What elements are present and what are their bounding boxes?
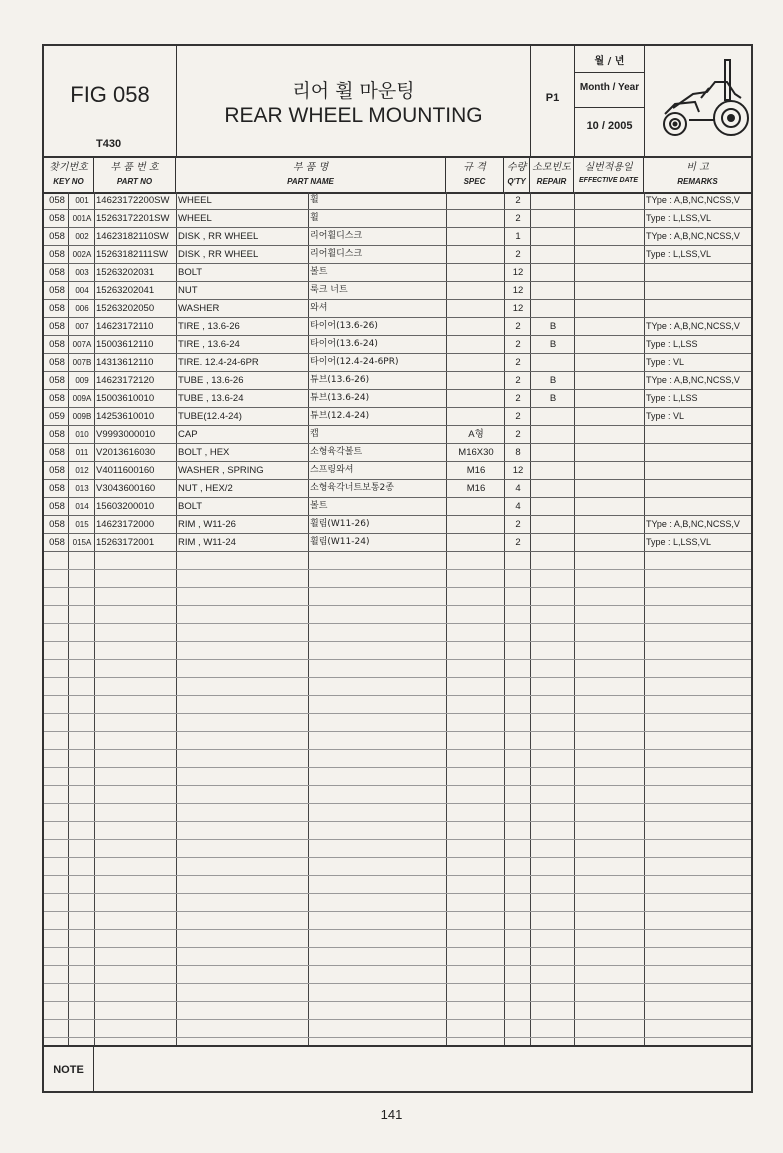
spec bbox=[448, 498, 504, 515]
key-fig: 058 bbox=[49, 429, 65, 440]
empty-row bbox=[44, 786, 751, 804]
table-row bbox=[44, 444, 751, 462]
spec bbox=[448, 228, 504, 245]
remarks: Type : VL bbox=[646, 411, 685, 421]
empty-row bbox=[44, 804, 751, 822]
key-fig: 058 bbox=[49, 375, 65, 386]
remarks: TYpe : A,B,NC,NCSS,V bbox=[646, 519, 740, 529]
remarks bbox=[646, 300, 750, 317]
table-row bbox=[44, 282, 751, 300]
spec: A형 bbox=[468, 429, 484, 440]
part-number: 14623172120 bbox=[96, 375, 155, 386]
part-name-en: NUT , HEX/2 bbox=[178, 483, 233, 494]
key-no: 009A bbox=[72, 394, 92, 403]
part-name-en: TIRE , 13.6-26 bbox=[178, 321, 240, 332]
tractor-icon bbox=[645, 46, 749, 154]
part-name-ko: 볼트 bbox=[310, 501, 328, 511]
part-name-ko: 와셔 bbox=[310, 303, 328, 313]
empty-row bbox=[44, 714, 751, 732]
part-name-en: TUBE , 13.6-24 bbox=[178, 393, 244, 404]
col-effective-en: EFFECTIVE DATE bbox=[579, 177, 638, 184]
remarks: TYpe : A,B,NC,NCSS,V bbox=[646, 375, 740, 385]
note-section bbox=[44, 1045, 751, 1093]
remarks bbox=[646, 498, 750, 515]
spec: M16 bbox=[466, 465, 486, 476]
part-number: 14253610010 bbox=[96, 411, 155, 422]
part-name-ko: 휠림(W11-26) bbox=[310, 519, 370, 529]
empty-row bbox=[44, 858, 751, 876]
quantity: 2 bbox=[515, 249, 521, 260]
figure-cell bbox=[44, 46, 177, 156]
remarks bbox=[646, 480, 750, 497]
part-number: V4011600160 bbox=[96, 465, 155, 476]
col-partname-ko: 부 품 명 bbox=[292, 162, 329, 173]
spec bbox=[448, 354, 504, 371]
quantity: 12 bbox=[512, 285, 524, 296]
key-no: 010 bbox=[75, 430, 89, 439]
effective-date bbox=[576, 426, 644, 443]
effective-date bbox=[576, 498, 644, 515]
col-partno-ko: 부 품 번 호 bbox=[110, 162, 159, 173]
col-spec-en: SPEC bbox=[463, 177, 486, 186]
part-name-ko: 캡 bbox=[310, 429, 319, 439]
quantity: 8 bbox=[515, 447, 521, 458]
part-name-ko: 리어휠디스크 bbox=[310, 231, 363, 241]
key-fig: 058 bbox=[49, 321, 65, 332]
part-number: V3043600160 bbox=[96, 483, 156, 494]
repair-code bbox=[532, 228, 574, 245]
empty-row bbox=[44, 606, 751, 624]
spec bbox=[448, 300, 504, 317]
empty-row bbox=[44, 912, 751, 930]
part-name-en: BOLT bbox=[178, 501, 203, 512]
part-name-en: NUT bbox=[178, 285, 198, 296]
key-no: 012 bbox=[75, 466, 89, 475]
quantity: 2 bbox=[515, 375, 521, 386]
quantity: 2 bbox=[515, 213, 521, 224]
empty-row bbox=[44, 984, 751, 1002]
repair-code: B bbox=[549, 393, 557, 404]
empty-row bbox=[44, 660, 751, 678]
col-effective-ko: 실번적용일 bbox=[584, 162, 633, 173]
key-fig: 058 bbox=[49, 213, 65, 224]
remarks bbox=[646, 462, 750, 479]
part-number: 14623172200SW bbox=[96, 195, 170, 206]
part-name-ko: 튜브(12.4-24) bbox=[310, 411, 370, 421]
remarks bbox=[646, 444, 750, 461]
repair-code bbox=[532, 480, 574, 497]
col-remarks-en: REMARKS bbox=[677, 177, 718, 186]
key-fig: 058 bbox=[49, 537, 65, 548]
empty-row bbox=[44, 750, 751, 768]
part-number: 15263182111SW bbox=[96, 249, 169, 260]
part-number: 14623182110SW bbox=[96, 231, 169, 242]
part-name-en: WHEEL bbox=[178, 213, 212, 224]
spec bbox=[448, 516, 504, 533]
table-row bbox=[44, 534, 751, 552]
empty-row bbox=[44, 570, 751, 588]
col-remarks-ko: 비 고 bbox=[686, 162, 709, 173]
empty-row bbox=[44, 588, 751, 606]
part-number: V9993000010 bbox=[96, 429, 156, 440]
key-no: 009 bbox=[75, 376, 89, 385]
key-no: 011 bbox=[75, 448, 89, 457]
remarks: TYpe : A,B,NC,NCSS,V bbox=[646, 321, 740, 331]
key-fig: 058 bbox=[49, 501, 65, 512]
part-number: V2013616030 bbox=[96, 447, 156, 458]
month-year-label: Month / Year bbox=[579, 82, 640, 93]
empty-row bbox=[44, 876, 751, 894]
col-qty bbox=[504, 156, 530, 192]
quantity: 2 bbox=[515, 429, 521, 440]
part-name-ko: 휠 bbox=[310, 213, 319, 223]
repair-code bbox=[532, 534, 574, 551]
repair-code bbox=[532, 444, 574, 461]
title-english: REAR WHEEL MOUNTING bbox=[224, 104, 483, 127]
key-fig: 058 bbox=[49, 231, 65, 242]
col-partname-en: PART NAME bbox=[287, 177, 334, 186]
sheet-header bbox=[44, 46, 751, 158]
quantity: 12 bbox=[512, 267, 524, 278]
part-name-en: WASHER bbox=[178, 303, 220, 314]
repair-code bbox=[532, 426, 574, 443]
spec bbox=[448, 318, 504, 335]
page-cell bbox=[531, 46, 575, 156]
empty-row bbox=[44, 678, 751, 696]
spec bbox=[448, 264, 504, 281]
spec bbox=[448, 372, 504, 389]
col-partno bbox=[94, 156, 176, 192]
quantity: 2 bbox=[515, 537, 521, 548]
part-name-ko: 휠림(W11-24) bbox=[310, 537, 370, 547]
effective-date bbox=[576, 210, 644, 227]
part-name-en: TIRE. 12.4-24-6PR bbox=[178, 357, 259, 368]
spec bbox=[448, 408, 504, 425]
key-fig: 058 bbox=[49, 195, 65, 206]
part-name-en: CAP bbox=[178, 429, 198, 440]
part-name-ko: 소형육각볼트 bbox=[310, 447, 363, 457]
empty-row bbox=[44, 642, 751, 660]
page-code: P1 bbox=[545, 92, 560, 104]
key-fig: 058 bbox=[49, 483, 65, 494]
col-repair-ko: 소모빈도 bbox=[532, 162, 571, 173]
table-row bbox=[44, 462, 751, 480]
part-number: 15263172001 bbox=[96, 537, 155, 548]
spec bbox=[448, 246, 504, 263]
key-no: 001 bbox=[75, 196, 89, 205]
repair-code bbox=[532, 246, 574, 263]
effective-date bbox=[576, 480, 644, 497]
repair-code bbox=[532, 498, 574, 515]
remarks: Type : L,LSS bbox=[646, 339, 698, 349]
empty-row bbox=[44, 1002, 751, 1020]
key-fig: 058 bbox=[49, 249, 65, 260]
figure-number: FIG 058 bbox=[70, 82, 150, 107]
table-row bbox=[44, 336, 751, 354]
quantity: 4 bbox=[515, 501, 521, 512]
column-headers bbox=[44, 156, 751, 194]
remarks: Type : L,LSS,VL bbox=[646, 213, 712, 223]
key-no: 006 bbox=[75, 304, 89, 313]
effective-date bbox=[576, 444, 644, 461]
col-key-ko: 찾기번호 bbox=[49, 162, 88, 173]
part-name-ko: 타이어(12.4-24-6PR) bbox=[310, 357, 399, 367]
repair-code bbox=[532, 210, 574, 227]
repair-code: B bbox=[549, 321, 557, 332]
empty-row bbox=[44, 840, 751, 858]
effective-date bbox=[576, 318, 644, 335]
key-no: 001A bbox=[72, 214, 92, 223]
remarks: Type : L,LSS bbox=[646, 393, 698, 403]
table-row bbox=[44, 390, 751, 408]
remarks: Type : L,LSS,VL bbox=[646, 249, 712, 259]
part-name-en: DISK , RR WHEEL bbox=[178, 231, 259, 242]
table-row bbox=[44, 228, 751, 246]
remarks: Type : L,LSS,VL bbox=[646, 537, 712, 547]
spec bbox=[448, 534, 504, 551]
part-number: 15003610010 bbox=[96, 393, 155, 404]
remarks bbox=[646, 264, 750, 281]
table-row bbox=[44, 264, 751, 282]
part-name-en: RIM , W11-24 bbox=[178, 537, 236, 548]
part-name-en: RIM , W11-26 bbox=[178, 519, 236, 530]
empty-row bbox=[44, 948, 751, 966]
col-spec-ko: 규 격 bbox=[463, 162, 486, 173]
part-name-ko: 타이어(13.6-26) bbox=[310, 321, 378, 331]
part-name-ko: 룩크 너트 bbox=[310, 285, 348, 295]
table-row bbox=[44, 246, 751, 264]
col-qty-en: Q'TY bbox=[507, 177, 526, 186]
part-name-ko: 튜브(13.6-26) bbox=[310, 375, 370, 385]
remarks: TYpe : A,B,NC,NCSS,V bbox=[646, 195, 740, 205]
key-fig: 058 bbox=[49, 267, 65, 278]
col-repair-en: REPAIR bbox=[536, 177, 567, 186]
spec bbox=[448, 210, 504, 227]
part-name-en: WASHER , SPRING bbox=[178, 465, 264, 476]
effective-date bbox=[576, 354, 644, 371]
remarks bbox=[646, 282, 750, 299]
empty-row bbox=[44, 696, 751, 714]
table-row bbox=[44, 318, 751, 336]
part-name-en: TUBE(12.4-24) bbox=[178, 411, 242, 422]
effective-date bbox=[576, 408, 644, 425]
col-partno-en: PART NO bbox=[116, 177, 153, 186]
key-fig: 058 bbox=[49, 303, 65, 314]
part-number: 14623172110 bbox=[96, 321, 154, 332]
key-no: 009B bbox=[72, 412, 92, 421]
table-row bbox=[44, 516, 751, 534]
date-cell bbox=[575, 46, 645, 156]
key-fig: 058 bbox=[49, 339, 65, 350]
effective-date bbox=[576, 300, 644, 317]
effective-date bbox=[576, 192, 644, 209]
spec bbox=[448, 390, 504, 407]
remarks: TYpe : A,B,NC,NCSS,V bbox=[646, 231, 740, 241]
empty-row bbox=[44, 930, 751, 948]
key-no: 003 bbox=[75, 268, 89, 277]
parts-sheet bbox=[42, 44, 753, 1093]
key-fig: 058 bbox=[49, 357, 65, 368]
repair-code bbox=[532, 192, 574, 209]
effective-date bbox=[576, 336, 644, 353]
part-number: 15263202041 bbox=[96, 285, 155, 296]
key-fig: 058 bbox=[49, 465, 65, 476]
effective-date bbox=[576, 462, 644, 479]
repair-code: B bbox=[549, 339, 557, 350]
tractor-illustration bbox=[645, 46, 751, 156]
col-effective bbox=[574, 156, 644, 192]
issue-date: 10 / 2005 bbox=[586, 120, 633, 132]
empty-row bbox=[44, 966, 751, 984]
part-name-en: TUBE , 13.6-26 bbox=[178, 375, 244, 386]
table-row bbox=[44, 408, 751, 426]
part-name-en: DISK , RR WHEEL bbox=[178, 249, 259, 260]
key-no: 015 bbox=[75, 520, 89, 529]
page-number: 141 bbox=[380, 1107, 403, 1122]
table-row bbox=[44, 210, 751, 228]
repair-code: B bbox=[549, 375, 557, 386]
col-remarks bbox=[644, 156, 751, 192]
quantity: 2 bbox=[515, 357, 521, 368]
effective-date bbox=[576, 516, 644, 533]
empty-row bbox=[44, 822, 751, 840]
model-code: T430 bbox=[96, 138, 122, 150]
spec bbox=[448, 282, 504, 299]
repair-code bbox=[532, 408, 574, 425]
key-fig: 058 bbox=[49, 393, 65, 404]
part-number: 15603200010 bbox=[96, 501, 155, 512]
effective-date bbox=[576, 282, 644, 299]
table-row bbox=[44, 354, 751, 372]
col-partname bbox=[176, 156, 446, 192]
quantity: 2 bbox=[515, 321, 521, 332]
repair-code bbox=[532, 462, 574, 479]
key-fig: 058 bbox=[49, 285, 65, 296]
part-name-en: WHEEL bbox=[178, 195, 212, 206]
repair-code bbox=[532, 300, 574, 317]
part-number: 15263202031 bbox=[96, 267, 155, 278]
key-no: 007 bbox=[75, 322, 89, 331]
repair-code bbox=[532, 516, 574, 533]
effective-date bbox=[576, 264, 644, 281]
part-name-ko: 튜브(13.6-24) bbox=[310, 393, 370, 403]
quantity: 12 bbox=[512, 465, 524, 476]
quantity: 12 bbox=[512, 303, 524, 314]
table-row bbox=[44, 300, 751, 318]
part-name-ko: 스프링와셔 bbox=[310, 465, 354, 475]
repair-code bbox=[532, 354, 574, 371]
key-no: 014 bbox=[75, 502, 89, 511]
key-fig: 058 bbox=[49, 519, 65, 530]
quantity: 2 bbox=[515, 393, 521, 404]
effective-date bbox=[576, 228, 644, 245]
spec bbox=[448, 336, 504, 353]
part-name-ko: 리어휠디스크 bbox=[310, 249, 363, 259]
col-spec bbox=[446, 156, 504, 192]
quantity: 2 bbox=[515, 519, 521, 530]
quantity: 2 bbox=[515, 195, 521, 206]
empty-row bbox=[44, 624, 751, 642]
remarks: Type : VL bbox=[646, 357, 685, 367]
part-number: 15263172201SW bbox=[96, 213, 170, 224]
table-row bbox=[44, 426, 751, 444]
title-cell bbox=[177, 46, 531, 156]
table-row bbox=[44, 498, 751, 516]
repair-code bbox=[532, 282, 574, 299]
part-number: 15003612110 bbox=[96, 339, 154, 350]
part-name-ko: 휠 bbox=[310, 195, 319, 205]
col-repair bbox=[530, 156, 574, 192]
empty-row bbox=[44, 552, 751, 570]
quantity: 2 bbox=[515, 339, 521, 350]
effective-date bbox=[576, 534, 644, 551]
key-no: 002 bbox=[75, 232, 89, 241]
key-no: 002A bbox=[72, 250, 92, 259]
key-no: 007B bbox=[72, 358, 92, 367]
spec bbox=[448, 192, 504, 209]
effective-date bbox=[576, 390, 644, 407]
part-number: 15263202050 bbox=[96, 303, 155, 314]
part-name-ko: 볼트 bbox=[310, 267, 328, 277]
part-name-en: BOLT , HEX bbox=[178, 447, 230, 458]
col-key-en: KEY NO bbox=[53, 177, 84, 186]
table-row bbox=[44, 480, 751, 498]
title-korean: 리어 휠 마운팅 bbox=[292, 80, 415, 102]
part-number: 14313612110 bbox=[96, 357, 154, 368]
key-no: 004 bbox=[75, 286, 89, 295]
spec: M16X30 bbox=[458, 447, 494, 458]
part-number: 14623172000 bbox=[96, 519, 155, 530]
remarks bbox=[646, 426, 750, 443]
key-no: 013 bbox=[75, 484, 89, 493]
table-row bbox=[44, 372, 751, 390]
note-label: NOTE bbox=[44, 1047, 94, 1093]
part-name-ko: 타이어(13.6-24) bbox=[310, 339, 378, 349]
parts-table bbox=[44, 192, 751, 1045]
empty-row bbox=[44, 768, 751, 786]
col-qty-ko: 수량 bbox=[506, 162, 527, 173]
spec: M16 bbox=[466, 483, 486, 494]
col-key bbox=[44, 156, 94, 192]
part-name-ko: 소형육각너트보통2종 bbox=[310, 483, 394, 493]
empty-row bbox=[44, 1020, 751, 1038]
quantity: 1 bbox=[515, 231, 521, 242]
quantity: 2 bbox=[515, 411, 521, 422]
key-no: 007A bbox=[72, 340, 92, 349]
empty-row bbox=[44, 894, 751, 912]
part-name-en: TIRE , 13.6-24 bbox=[178, 339, 240, 350]
effective-date bbox=[576, 372, 644, 389]
key-fig: 058 bbox=[49, 447, 65, 458]
month-year-korean: 월 / 년 bbox=[594, 56, 625, 67]
quantity: 4 bbox=[515, 483, 521, 494]
empty-row bbox=[44, 732, 751, 750]
repair-code bbox=[532, 264, 574, 281]
part-name-en: BOLT bbox=[178, 267, 203, 278]
key-fig: 059 bbox=[49, 411, 65, 422]
table-row bbox=[44, 192, 751, 210]
key-no: 015A bbox=[72, 538, 92, 547]
effective-date bbox=[576, 246, 644, 263]
